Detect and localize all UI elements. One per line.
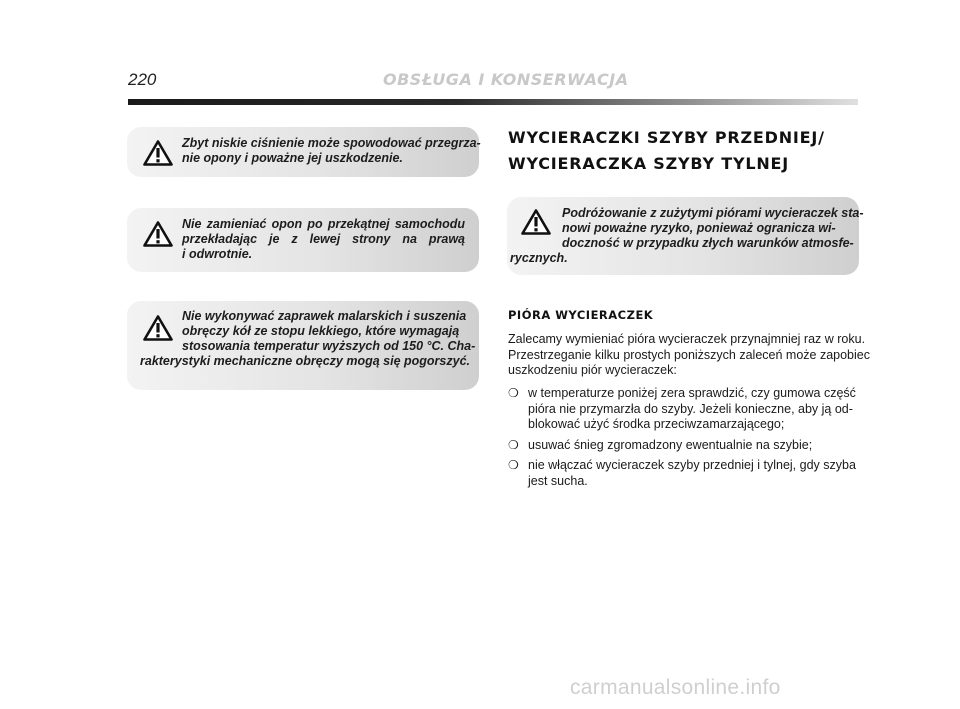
warning-box-rim-painting — [127, 301, 479, 390]
warning-triangle-icon — [143, 315, 173, 341]
warning-text-continuation: rycznych. — [510, 251, 568, 265]
header-rule — [128, 99, 858, 105]
intro-paragraph: Zalecamy wymieniać pióra wycieraczek przynajmniej raz w roku. Przestrzeganie kilku prostych poniższych zaleceń może zapobiec uszkodzeniu piór wycieraczek: — [508, 332, 870, 377]
warning-triangle-icon — [143, 221, 173, 247]
warning-box-worn-wipers — [507, 197, 864, 275]
page-heading: WYCIERACZKI SZYBY PRZEDNIEJ/ WYCIERACZKA SZYBY TYLNEJ — [508, 128, 825, 173]
warning-text: Podróżowanie z zużytymi piórami wycieraczek sta- nowi poważne ryzyko, ponieważ ogranicza wi- doczność w przypadku złych warunków atmosfe- — [562, 206, 864, 250]
page-number: 220 — [128, 70, 157, 89]
warning-triangle-icon — [143, 140, 173, 166]
section-title: OBSŁUGA I KONSERWACJA — [383, 70, 629, 89]
warning-text: Zbyt niskie ciśnienie może spowodować przegrza- nie opony i poważne jej uszkodzenie. — [182, 136, 481, 165]
list-item: ❍ usuwać śnieg zgromadzony ewentualnie na szybie; — [508, 437, 813, 452]
bullet-circle-icon: ❍ — [508, 458, 519, 472]
list-item: ❍ w temperaturze poniżej zera sprawdzić, czy gumowa część pióra nie przymarzła do szyby. Jeżeli konieczne, aby ją od- blokować użyć środka przeciwzamarzającego; — [508, 386, 856, 431]
bullet-circle-icon: ❍ — [508, 437, 519, 452]
warning-text: Nie wykonywać zaprawek malarskich i suszenia obręczy kół ze stopu lekkiego, które wymagają stosowania temperatur wyższych od 150 °C. Cha- — [182, 309, 476, 353]
sub-heading: PIÓRA WYCIERACZEK — [508, 308, 654, 322]
warning-text: Nie zamieniać opon po przekątnej samochodu przekładając je z lewej strony na prawą i odwrotnie. — [182, 217, 465, 261]
warning-box-tire-rotation — [127, 208, 479, 272]
warning-text-continuation: rakterystyki mechaniczne obręczy mogą się pogorszyć. — [140, 354, 470, 368]
wiper-tips-list — [508, 386, 860, 494]
watermark: carmanualsonline.info — [570, 676, 781, 699]
bullet-circle-icon: ❍ — [508, 386, 519, 400]
warning-box-tire-pressure — [127, 127, 479, 177]
list-item: ❍ nie włączać wycieraczek szyby przedniej i tylnej, gdy szyba jest sucha. — [508, 458, 856, 488]
warning-triangle-icon — [521, 209, 551, 235]
